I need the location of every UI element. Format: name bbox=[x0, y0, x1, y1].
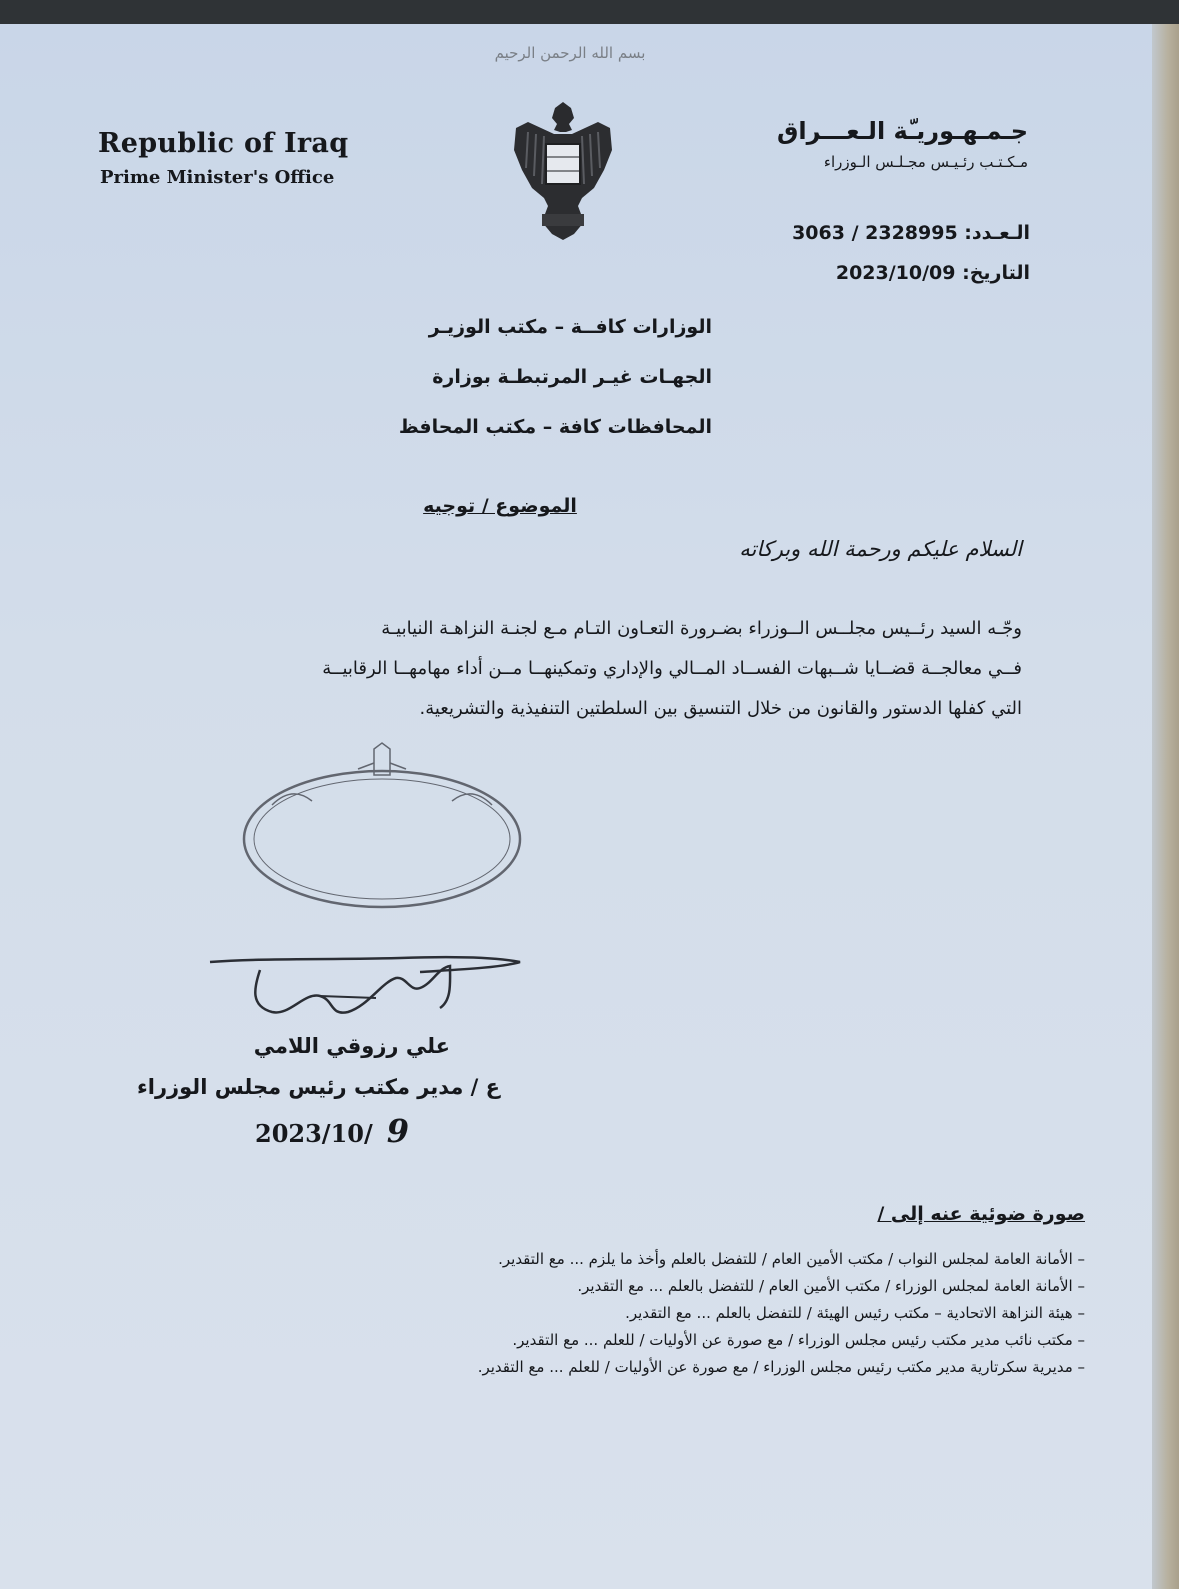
copy-item: – مديرية سكرتارية مدير مكتب رئيس مجلس الوزراء / مع صورة عن الأوليات / للعلم ... مع التقدير. bbox=[477, 1358, 1085, 1376]
signer-title: ع / مدير مكتب رئيس مجلس الوزراء bbox=[137, 1075, 500, 1099]
copy-item: – هيئة النزاهة الاتحادية – مكتب رئيس الهيئة / للتفضل بالعلم ... مع التقدير. bbox=[625, 1304, 1085, 1322]
letter-page bbox=[0, 24, 1152, 1589]
signer-name: علي رزوقي اللامي bbox=[253, 1034, 450, 1058]
republic-ar: جـمـهـوريـّة الـعـــراق bbox=[776, 117, 1028, 145]
iraq-eagle-emblem-icon bbox=[508, 98, 618, 246]
republic-en: Republic of Iraq bbox=[98, 128, 349, 159]
copies-heading: صورة ضوئية عنه إلى / bbox=[877, 1203, 1085, 1225]
handwritten-signature bbox=[200, 948, 530, 1030]
recipient-line: الجهـات غيـر المرتبطـة بوزارة bbox=[432, 366, 712, 388]
greeting: السلام عليكم ورحمة الله وبركاته bbox=[739, 537, 1022, 561]
bismillah: بسم الله الرحمن الرحيم bbox=[494, 44, 646, 62]
body-line: فــي معالجــة قضــايا شــبهات الفســاد المــالي والإداري وتمكينهــا مــن أداء مهامهــا الرقابيــة bbox=[322, 658, 1022, 679]
body-line: التي كفلها الدستور والقانون من خلال التنسيق بين السلطتين التنفيذية والتشريعية. bbox=[419, 698, 1022, 719]
office-stamp bbox=[232, 735, 532, 915]
office-en: Prime Minister's Office bbox=[100, 167, 335, 188]
recipient-line: الوزارات كافــة – مكتب الوزيـر bbox=[428, 316, 712, 338]
page-edge bbox=[1152, 24, 1179, 1589]
reference-number: الـعـدد: 2328995 / 3063 bbox=[792, 222, 1030, 244]
copy-item: – الأمانة العامة لمجلس النواب / مكتب الأمين العام / للتفضل بالعلم وأخذ ما يلزم ... مع التقدير. bbox=[498, 1250, 1085, 1268]
signature-date bbox=[255, 1112, 409, 1150]
reference-date: التاريخ: 2023/10/09 bbox=[835, 262, 1030, 284]
signature-date-printed: 2023/10/ bbox=[255, 1119, 373, 1148]
top-bar bbox=[0, 0, 1179, 24]
office-ar: مـكـتـب رئـيـس مجـلـس الـوزراء bbox=[823, 153, 1028, 171]
signature-date-handwritten: 9 bbox=[386, 1112, 409, 1150]
recipient-line: المحافظات كافة – مكتب المحافظ bbox=[398, 416, 712, 438]
copy-item: – مكتب نائب مدير مكتب رئيس مجلس الوزراء / مع صورة عن الأوليات / للعلم ... مع التقدير. bbox=[512, 1331, 1085, 1349]
copy-item: – الأمانة العامة لمجلس الوزراء / مكتب الأمين العام / للتفضل بالعلم ... مع التقدير. bbox=[577, 1277, 1085, 1295]
subject-line: الموضوع / توجيه bbox=[423, 495, 577, 517]
body-line: وجّـه السيد رئــيس مجلــس الــوزراء بضـرورة التعـاون التـام مـع لجنـة النزاهـة النيابيـة bbox=[381, 618, 1022, 639]
